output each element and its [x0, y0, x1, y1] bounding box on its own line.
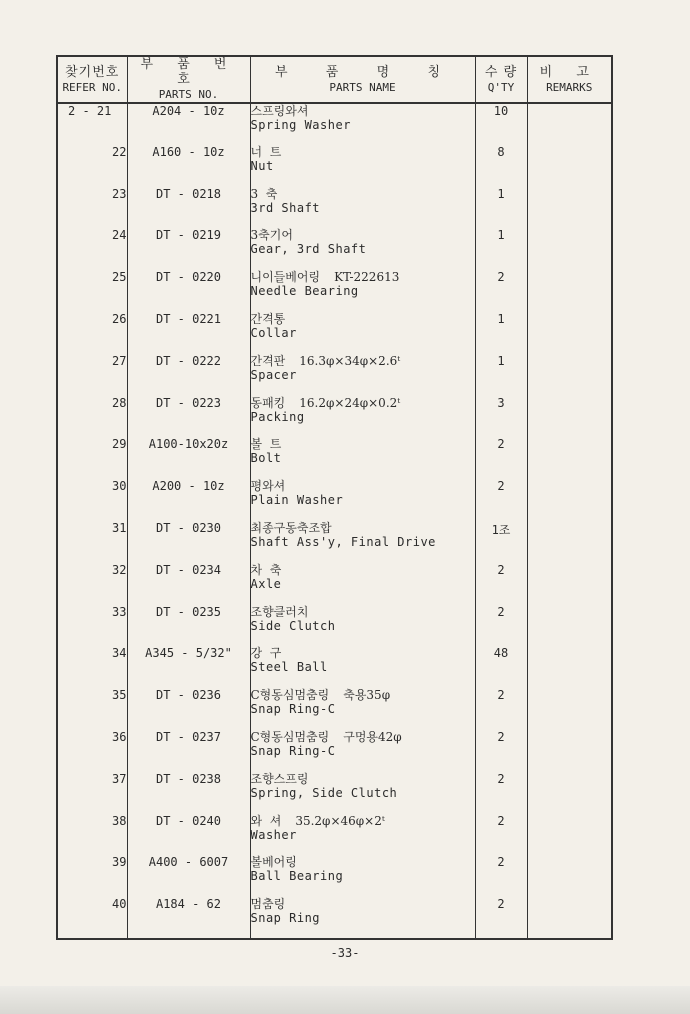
- parts-name-ko-text: 동패킹: [250, 395, 286, 410]
- remarks-cell: [527, 187, 612, 229]
- parts-name-ko-text: 볼 트: [250, 437, 282, 452]
- remarks-cell: [527, 103, 612, 145]
- qty-cell: 2: [475, 437, 527, 479]
- parts-spec: 35.2φ×46φ×2ᵗ: [295, 813, 385, 828]
- parts-no-cell: DT - 0230: [127, 521, 250, 563]
- parts-name-cell: [250, 521, 475, 563]
- parts-name-ko: [251, 646, 475, 660]
- parts-spec: 16.2φ×24φ×0.2ᵗ: [299, 395, 401, 410]
- table-row: [57, 228, 612, 270]
- table-row: [57, 814, 612, 856]
- parts-name-en: 3rd Shaft: [250, 200, 321, 215]
- parts-name-ko-text: 최종구동축조합: [250, 520, 332, 535]
- table-row: [57, 396, 612, 438]
- parts-name-cell: [250, 563, 475, 605]
- page-number: -33-: [330, 946, 360, 960]
- table-row: [57, 270, 612, 312]
- table-row: [57, 521, 612, 563]
- parts-name-ko-text: 와 셔: [250, 813, 282, 828]
- parts-no-cell: DT - 0219: [127, 228, 250, 270]
- refer-no-cell: 38: [57, 814, 127, 856]
- remarks-cell: [527, 479, 612, 521]
- parts-name-ko: [251, 270, 475, 284]
- remarks-cell: [527, 437, 612, 479]
- parts-name-ko-text: 간격판: [250, 353, 286, 368]
- parts-name-ko-text: C형동심멈춤링: [250, 688, 330, 703]
- parts-name-en: Needle Bearing: [250, 284, 359, 299]
- remarks-cell: [527, 228, 612, 270]
- qty-cell: 10: [475, 103, 527, 145]
- parts-name-cell: [250, 354, 475, 396]
- qty-cell: 8: [475, 145, 527, 187]
- parts-name-ko: [251, 897, 475, 911]
- table-row: [57, 730, 612, 772]
- remarks-cell: [527, 730, 612, 772]
- remarks-cell: [527, 396, 612, 438]
- parts-name-cell: [250, 730, 475, 772]
- refer-no-cell: 28: [57, 396, 127, 438]
- qty-cell: 2: [475, 563, 527, 605]
- header-parts-name-ko: 부 품 명 칭: [274, 64, 451, 80]
- table-row: [57, 187, 612, 229]
- remarks-cell: [527, 855, 612, 897]
- parts-no-cell: DT - 0223: [127, 396, 250, 438]
- remarks-cell: [527, 312, 612, 354]
- parts-name-en: Spring Washer: [250, 118, 351, 132]
- parts-no-cell: DT - 0237: [127, 730, 250, 772]
- parts-name-ko-text: 3 축: [250, 186, 278, 201]
- parts-name-cell: [250, 396, 475, 438]
- parts-name-ko: [251, 772, 475, 786]
- refer-no-cell: 40: [57, 897, 127, 939]
- parts-table: [56, 55, 613, 940]
- parts-rows: [57, 103, 612, 939]
- parts-name-ko: [251, 605, 475, 619]
- refer-no-cell: 23: [57, 187, 127, 229]
- header-refer-no: [57, 56, 127, 103]
- parts-spec: KT-222613: [334, 270, 400, 285]
- parts-name-ko: [251, 354, 475, 368]
- table-row: [57, 855, 612, 897]
- remarks-cell: [527, 563, 612, 605]
- parts-name-ko: [251, 688, 475, 702]
- table-row: [57, 772, 612, 814]
- qty-cell: 2: [475, 855, 527, 897]
- table-row: [57, 437, 612, 479]
- refer-no-cell: 39: [57, 855, 127, 897]
- parts-name-cell: [250, 103, 475, 145]
- parts-name-ko: [251, 104, 475, 118]
- parts-name-ko-text: 간격통: [250, 311, 286, 326]
- table-row: [57, 103, 612, 145]
- header-parts-no: [127, 56, 250, 103]
- parts-name-en: Spacer: [250, 367, 297, 382]
- parts-name-ko-text: 볼베어링: [250, 855, 297, 870]
- refer-no-cell: 30: [57, 479, 127, 521]
- parts-name-en: Spring, Side Clutch: [250, 785, 398, 800]
- refer-no-cell: 25: [57, 270, 127, 312]
- parts-name-en: Shaft Ass'y, Final Drive: [250, 534, 436, 549]
- parts-name-ko: [251, 187, 475, 201]
- parts-spec: 16.3φ×34φ×2.6ᵗ: [299, 353, 401, 368]
- parts-no-cell: DT - 0220: [127, 270, 250, 312]
- refer-no-cell: 24: [57, 228, 127, 270]
- parts-name-ko-text: 3축기어: [250, 228, 293, 243]
- remarks-cell: [527, 270, 612, 312]
- parts-name-cell: [250, 437, 475, 479]
- qty-cell: 2: [475, 270, 527, 312]
- parts-name-en: Ball Bearing: [250, 869, 344, 884]
- parts-no-cell: DT - 0240: [127, 814, 250, 856]
- header-qty: [475, 56, 527, 103]
- header-refer-no-en: REFER NO.: [62, 80, 123, 94]
- parts-name-cell: [250, 814, 475, 856]
- table-row: [57, 563, 612, 605]
- qty-cell: 2: [475, 814, 527, 856]
- parts-name-ko-text: 조향스프링: [250, 771, 309, 786]
- remarks-cell: [527, 897, 612, 939]
- refer-no-cell: 2 - 21: [57, 103, 127, 145]
- qty-cell: 2: [475, 897, 527, 939]
- header-remarks-ko: 비 고: [539, 64, 599, 80]
- remarks-cell: [527, 646, 612, 688]
- refer-no-cell: 37: [57, 772, 127, 814]
- qty-cell: 48: [475, 646, 527, 688]
- refer-no-cell: 32: [57, 563, 127, 605]
- table-row: [57, 312, 612, 354]
- header-parts-no-en: PARTS NO.: [158, 88, 219, 101]
- parts-name-ko-text: 강 구: [250, 646, 282, 661]
- refer-no-cell: 29: [57, 437, 127, 479]
- parts-name-ko-text: 조향클러치: [250, 604, 309, 619]
- parts-name-en: Collar: [250, 325, 297, 340]
- parts-name-cell: [250, 855, 475, 897]
- parts-no-cell: A400 - 6007: [127, 855, 250, 897]
- remarks-cell: [527, 521, 612, 563]
- parts-name-en: Axle: [250, 576, 282, 591]
- table-header: [57, 56, 612, 103]
- refer-no-cell: 36: [57, 730, 127, 772]
- qty-cell: 2: [475, 688, 527, 730]
- parts-name-ko: [251, 521, 475, 535]
- qty-cell: 2: [475, 479, 527, 521]
- remarks-cell: [527, 605, 612, 647]
- refer-no-cell: 22: [57, 145, 127, 187]
- parts-name-cell: [250, 228, 475, 270]
- refer-no-cell: 34: [57, 646, 127, 688]
- parts-no-cell: DT - 0236: [127, 688, 250, 730]
- table-row: [57, 688, 612, 730]
- parts-name-ko: [251, 855, 475, 869]
- parts-name-ko: [251, 563, 475, 577]
- parts-name-cell: [250, 772, 475, 814]
- parts-name-ko: [251, 145, 475, 159]
- parts-name-ko: [251, 312, 475, 326]
- header-remarks: [527, 56, 612, 103]
- parts-name-en: Washer: [250, 827, 297, 842]
- parts-name-en: Snap Ring-C: [250, 702, 336, 717]
- header-refer-no-ko: 찾기번호: [65, 64, 120, 80]
- parts-name-cell: [250, 270, 475, 312]
- parts-no-cell: DT - 0221: [127, 312, 250, 354]
- table-row: [57, 646, 612, 688]
- table-row: [57, 145, 612, 187]
- table-row: [57, 897, 612, 939]
- qty-cell: 2: [475, 772, 527, 814]
- table-row: [57, 605, 612, 647]
- remarks-cell: [527, 772, 612, 814]
- qty-cell: 2: [475, 730, 527, 772]
- parts-name-cell: [250, 646, 475, 688]
- remarks-cell: [527, 688, 612, 730]
- parts-name-en: Nut: [250, 158, 274, 173]
- table-row: [57, 479, 612, 521]
- parts-name-cell: [250, 187, 475, 229]
- header-qty-en: Q'TY: [487, 80, 515, 94]
- qty-cell: 1조: [475, 521, 527, 563]
- parts-name-en: Steel Ball: [250, 660, 328, 675]
- remarks-cell: [527, 814, 612, 856]
- parts-name-ko: [251, 396, 475, 410]
- remarks-cell: [527, 145, 612, 187]
- parts-no-cell: A100-10x20z: [127, 437, 250, 479]
- qty-cell: 1: [475, 312, 527, 354]
- qty-cell: 1: [475, 187, 527, 229]
- parts-name-ko-text: 니이들베어링: [250, 270, 321, 285]
- header-qty-ko: 수 량: [484, 64, 518, 80]
- parts-spec: 구멍용42φ: [343, 729, 402, 744]
- parts-name-cell: [250, 479, 475, 521]
- refer-no-cell: 33: [57, 605, 127, 647]
- parts-no-cell: DT - 0235: [127, 605, 250, 647]
- remarks-cell: [527, 354, 612, 396]
- parts-no-cell: A345 - 5/32": [127, 646, 250, 688]
- parts-name-ko: [251, 437, 475, 451]
- parts-name-en: Snap Ring-C: [250, 743, 336, 758]
- parts-name-ko: [251, 228, 475, 242]
- parts-name-en: Gear, 3rd Shaft: [250, 242, 367, 257]
- parts-name-en: Plain Washer: [250, 493, 344, 508]
- refer-no-cell: 26: [57, 312, 127, 354]
- qty-cell: 3: [475, 396, 527, 438]
- refer-no-cell: 27: [57, 354, 127, 396]
- table-row: [57, 354, 612, 396]
- parts-no-cell: DT - 0222: [127, 354, 250, 396]
- parts-name-ko-text: 차 축: [250, 562, 282, 577]
- header-remarks-en: REMARKS: [546, 80, 593, 94]
- parts-name-ko-text: 평와셔: [250, 479, 286, 494]
- parts-name-ko-text: 스프링와셔: [250, 104, 309, 118]
- header-parts-name: [250, 56, 475, 103]
- parts-name-cell: [250, 605, 475, 647]
- header-parts-name-en: PARTS NAME: [329, 80, 396, 94]
- parts-name-cell: [250, 897, 475, 939]
- parts-name-en: Packing: [250, 409, 305, 424]
- parts-name-cell: [250, 145, 475, 187]
- parts-name-ko: [251, 814, 475, 828]
- qty-cell: 1: [475, 228, 527, 270]
- parts-no-cell: DT - 0238: [127, 772, 250, 814]
- qty-cell: 1: [475, 354, 527, 396]
- qty-cell: 2: [475, 605, 527, 647]
- parts-name-ko-text: 멈춤링: [250, 897, 286, 912]
- parts-name-ko-text: C형동심멈춤링: [250, 729, 330, 744]
- parts-name-ko-text: 너 트: [250, 144, 282, 159]
- parts-no-cell: A204 - 10z: [127, 103, 250, 145]
- refer-no-cell: 31: [57, 521, 127, 563]
- parts-no-cell: A184 - 62: [127, 897, 250, 939]
- parts-name-cell: [250, 312, 475, 354]
- parts-spec: 축용35φ: [343, 688, 391, 703]
- refer-no-cell: 35: [57, 688, 127, 730]
- parts-name-ko: [251, 479, 475, 493]
- parts-name-cell: [250, 688, 475, 730]
- parts-name-ko: [251, 730, 475, 744]
- parts-no-cell: A200 - 10z: [127, 479, 250, 521]
- parts-name-en: Snap Ring: [250, 911, 321, 926]
- parts-name-en: Bolt: [250, 451, 282, 466]
- parts-no-cell: A160 - 10z: [127, 145, 250, 187]
- parts-no-cell: DT - 0234: [127, 563, 250, 605]
- parts-no-cell: DT - 0218: [127, 187, 250, 229]
- header-parts-no-ko: 부 품 번 호: [140, 57, 237, 87]
- parts-name-en: Side Clutch: [250, 618, 336, 633]
